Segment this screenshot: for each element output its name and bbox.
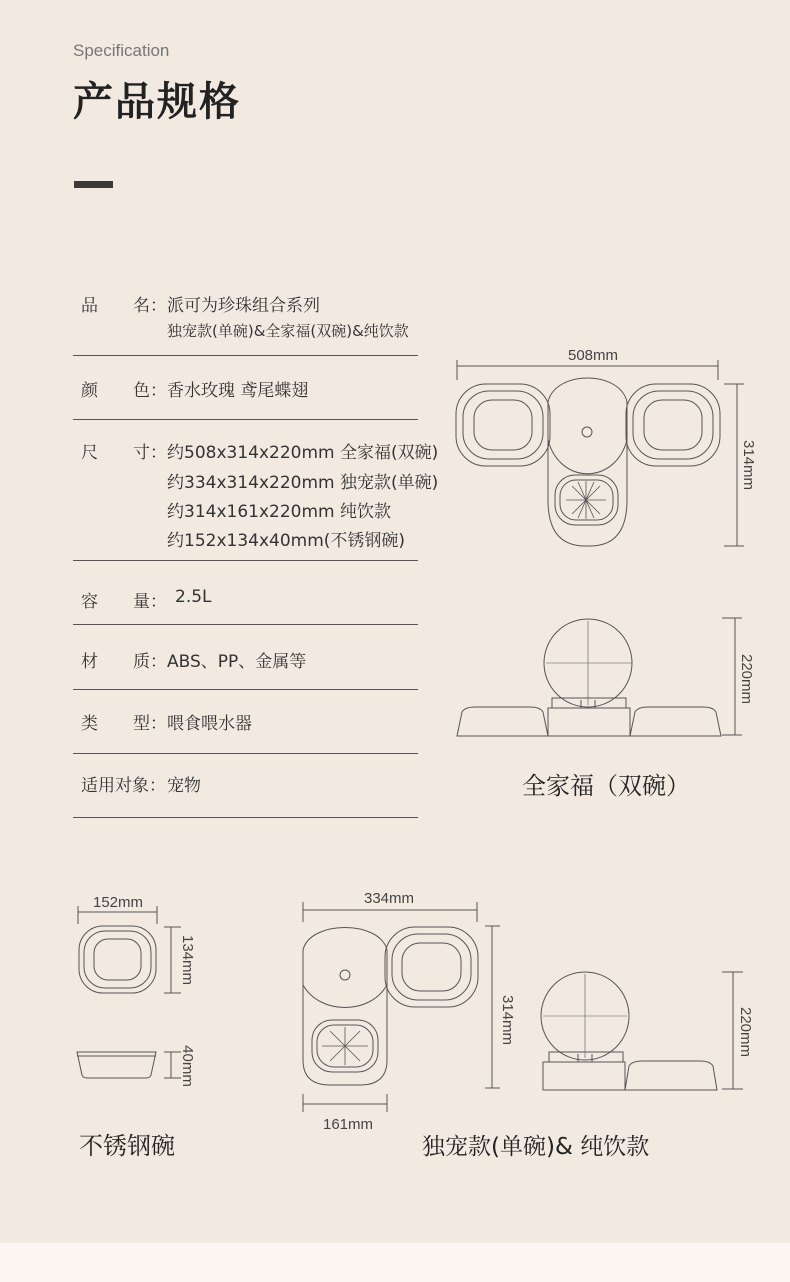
bowl-width-label: 152mm [92, 894, 144, 911]
single-bottom-label: 161mm [322, 1116, 374, 1133]
single-caption: 独宠款(单碗)& 纯饮款 [422, 1134, 650, 1160]
dimension-line-bowl-height [164, 1052, 181, 1078]
spec-label-char: 质： [133, 652, 167, 672]
dimension-line-bowl-depth [164, 927, 181, 993]
page-title: 产品规格 [73, 79, 241, 125]
spec-label-char: 寸： [133, 443, 167, 463]
spec-value: 派可为珍珠组合系列 [167, 296, 320, 316]
spec-label-char: 颜 [81, 381, 98, 401]
section-subtitle: Specification [73, 41, 170, 60]
spec-size-line: 约314x161x220mm 纯饮款 [167, 502, 391, 522]
spec-label-char: 品 [81, 296, 98, 316]
bowl-top-view-drawing [79, 926, 156, 993]
dimension-line-single-depth [485, 926, 500, 1088]
family-top-view-drawing [456, 378, 720, 546]
family-height-label: 220mm [738, 653, 755, 705]
bowl-caption: 不锈钢碗 [79, 1132, 175, 1160]
spec-label-char: 容 [81, 592, 98, 612]
bowl-height-label: 40mm [179, 1045, 196, 1087]
spec-label: 适用对象： [81, 776, 166, 796]
spec-size-line: 约152x134x40mm(不锈钢碗) [167, 531, 406, 551]
spec-label-char: 量： [133, 592, 167, 612]
footer-band [0, 1243, 790, 1282]
spec-label-char: 色： [133, 381, 167, 401]
single-top-view-drawing [303, 927, 478, 1085]
bowl-side-view-drawing [77, 1052, 156, 1078]
spec-label-char: 材 [81, 652, 98, 672]
family-side-view-drawing [457, 619, 721, 736]
spec-value: 香水玫瑰 鸢尾蝶翅 [167, 381, 309, 401]
single-depth-label: 314mm [499, 994, 516, 1046]
spec-value: 喂食喂水器 [167, 714, 252, 734]
spec-value: 2.5L [175, 587, 212, 607]
family-depth-label: 314mm [740, 439, 757, 491]
spec-value: ABS、PP、金属等 [167, 652, 307, 672]
spec-label-char: 型： [133, 714, 167, 734]
spec-size-line: 约334x314x220mm 独宠款(单碗) [167, 473, 439, 493]
single-side-view-drawing [541, 972, 717, 1090]
single-width-label: 334mm [363, 890, 415, 907]
spec-label-char: 尺 [81, 443, 98, 463]
dimension-line-single-bottom [303, 1094, 387, 1112]
family-width-label: 508mm [567, 347, 619, 364]
spec-label-char: 类 [81, 714, 98, 734]
bowl-depth-label: 134mm [179, 934, 196, 986]
spec-size-line: 约508x314x220mm 全家福(双碗) [167, 443, 439, 463]
single-height-label: 220mm [737, 1006, 754, 1058]
spec-value-secondary: 独宠款(单碗)&全家福(双碗)&纯饮款 [167, 322, 409, 340]
family-caption: 全家福（双碗） [522, 772, 690, 800]
spec-label-char: 名： [133, 296, 167, 316]
spec-value: 宠物 [167, 776, 201, 796]
